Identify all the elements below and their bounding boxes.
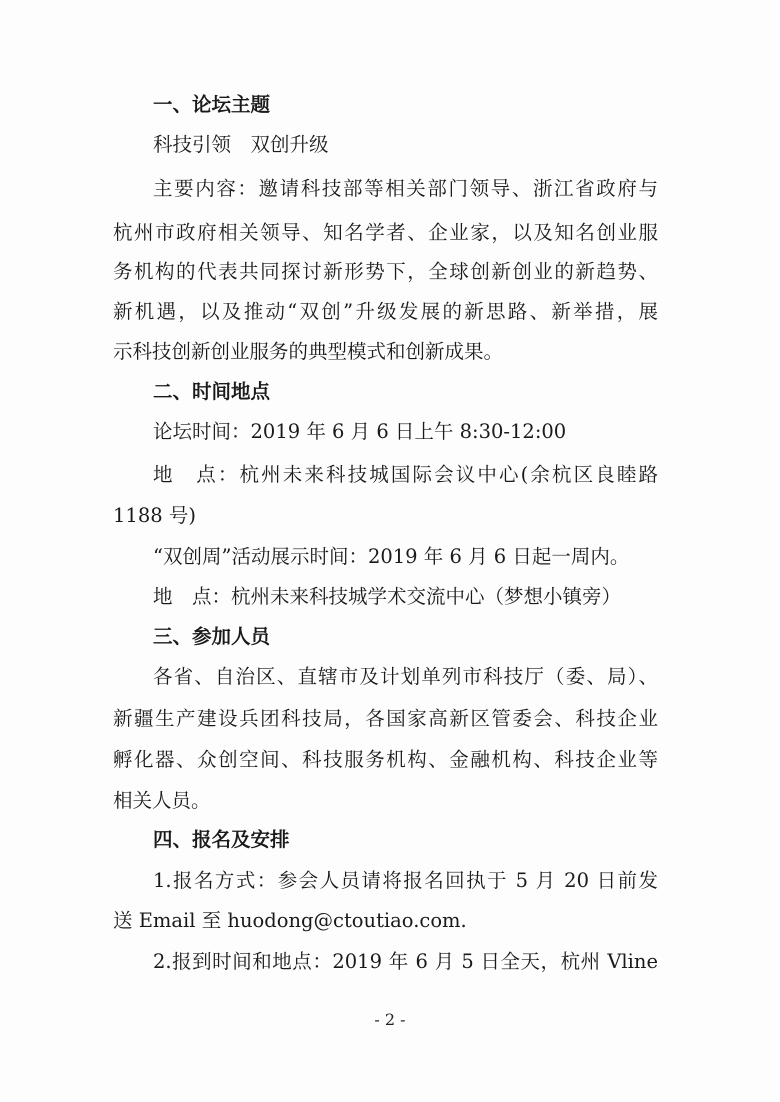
paragraph-line: 地 点：杭州未来科技城学术交流中心（梦想小镇旁） [153, 585, 622, 608]
paragraph-line: 主要内容：邀请科技部等相关部门领导、浙江省政府与 [153, 177, 658, 200]
paragraph-line: 送 Email 至 huodong@ctoutiao.com. [113, 909, 467, 932]
paragraph-line: 相关人员。 [113, 789, 211, 812]
paragraph-line: 新机遇，以及推动“双创”升级发展的新思路、新举措，展 [113, 300, 658, 323]
paragraph-line: 2.报到时间和地点：2019 年 6 月 5 日全天，杭州 Vline [153, 950, 658, 973]
paragraph-line: 论坛时间：2019 年 6 月 6 日上午 8:30-12:00 [153, 420, 567, 443]
paragraph-line: 1.报名方式：参会人员请将报名回执于 5 月 20 日前发 [153, 869, 658, 892]
page-number: - 2 - [374, 1010, 406, 1029]
paragraph-line: 新疆生产建设兵团科技局，各国家高新区管委会、科技企业 [113, 707, 658, 730]
paragraph-line: 务机构的代表共同探讨新形势下，全球创新创业的新趋势、 [113, 260, 658, 283]
paragraph-line: 地 点：杭州未来科技城国际会议中心(余杭区良睦路 [153, 463, 658, 486]
paragraph-line: 示科技创新创业服务的典型模式和创新成果。 [113, 340, 504, 363]
section-heading-topic: 一、论坛主题 [153, 93, 271, 116]
paragraph-line: 孵化器、众创空间、科技服务机构、金融机构、科技企业等 [113, 748, 658, 771]
section-heading-participants: 三、参加人员 [153, 625, 271, 648]
paragraph-line: 1188 号) [113, 504, 196, 527]
section-heading-time-place: 二、时间地点 [153, 380, 271, 403]
paragraph-line: 科技引领 双创升级 [153, 133, 329, 156]
paragraph-line: 各省、自治区、直辖市及计划单列市科技厅（委、局）、 [153, 665, 658, 688]
paragraph-line: 杭州市政府相关领导、知名学者、企业家，以及知名创业服 [113, 221, 658, 244]
paragraph-line: “双创周”活动展示时间：2019 年 6 月 6 日起一周内。 [153, 545, 630, 568]
section-heading-registration: 四、报名及安排 [153, 828, 290, 851]
